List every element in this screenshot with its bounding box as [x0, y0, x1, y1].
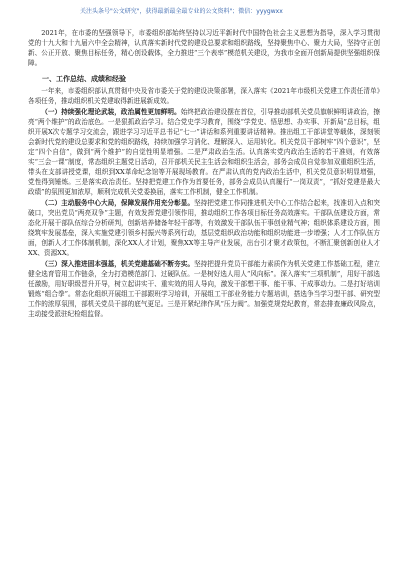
item-label-1: （一）持续强化理论武装，政治属性更加鲜明。: [41, 108, 181, 116]
item-paragraph-2: [28, 198, 380, 258]
intro-paragraph: 一年来，市委组织部认真贯彻中央及省市委关于党的建设决策部署，深入落实《2021年市级机关党建工作责任清单》各项任务，推动组织机关党建取得新进展新成效。: [28, 87, 380, 105]
item-paragraph-1: [28, 107, 380, 197]
item-label-2: （二）主动服务中心大局，保障发展作用充分彰显。: [41, 199, 195, 207]
top-banner: 关注头条号"公文研究"，获得最新最全最专业的公文资料"；微信：yyygwxx: [80, 8, 283, 15]
section-title: 一、工作总结、成绩和经验: [42, 75, 126, 83]
item-paragraph-3: [28, 259, 380, 319]
item-text-3: 坚持把提升党员干部能力素质作为机关党建工作基础工程，建立健全选育管用工作链条，全力打造模范部门、过硬队伍。一是树好选人用人“风向标”。深入落实“三项机制”，用好干部选任激励，用好职级晋升开导，树立起讲实干、重实效的用人导向，激发干部想干事、能干事、干成事动力。二是打好培训锻炼“组合拳”。常态化组织开展组工干部跟班学习培训，开展组工干部业务能力专题培训，搭选争当学习型干部、研究型工作的浓厚氛围，部机关党员干部的底气更足。三是开紧纪律作风“压力阀”。加强党规党纪教育，常态排查廉政风险点，主动接受派驻纪检组监督。: [28, 260, 381, 318]
item-text-2: 坚持把党建工作同推进机关中心工作结合起来，找准切入点和突破口，突出党员“两亮双争”主题，有效发挥党建引领作用，推动组织工作各项目标任务高效落实。干部队伍建设方面，常态化开展干部队伍综合分析研判，创新培养储备年轻干部等，有效激发干部队伍干事创业精气神；组织体系建设方面，围绕筑牢发展基垒，深入实施党建引领乡村振兴等系列行动，基层党组织政治功能和组织功能进一步增强；人才工作队伍方面，创新人才工作体制机制，深化XX人才计划，聚焦XX等主导产业发展，出台引才聚才政策包，不断汇聚创新创业人才XX、资源XX。: [28, 199, 381, 257]
opening-paragraph: 2021年，在市委的坚强领导下，市委组织部始终坚持以习近平新时代中国特色社会主义思想为指导，深入学习贯彻党的十九大和十九届六中全会精神，认真落实新时代党的建设总要求和组织路线，坚持聚焦中心、聚力大局，坚持守正创新、公正开放、聚焦目标任务，精心创设载体，全力推进“三个表率”模范机关建设，为我市全面开创新局提供坚强组织保障。: [28, 29, 380, 67]
document-body: [28, 28, 380, 319]
item-label-3: （三）深入推进固本强基，机关党建基础不断夯实。: [41, 260, 195, 268]
item-text-1: 始终把政治建设摆在首位，引导推动部机关党员旗帜鲜明讲政治，擦亮“两个维护”的政治底色。一是狠抓政治学习。结合党史学习教育，围绕“学党史、悟思想、办实事、开新局”总目标，组织开展X次专题学习交流会，跟进学习习近平总书记“七一”讲话和系列重要讲话精神。推出组工干部讲堂等载体，深刻领会新时代党的建设总要求和党的组织路线，持续加强学习消化、理解深入、运用转化。机关党员干部树牢“四个意识”，坚定“四个自信”，做到“两个维护”的自觉性明显增强。二是严肃政治生活。认真落实党内政治生活的若干准则，有效落实“三会一课”制度，常态组织主题党日活动，召开部机关民主生活会和组织生活会，部务会成员自觉参加双重组织生活，带头在支部讲授党课，组织到XX革命纪念馆等开展现场教育。在严肃认真的党内政治生活中，机关党员意识明显增强，党性得到锤炼。三是落实政治责任。坚持把党建工作作为首要任务，部务会成员认真履行“一岗双责”，“抓好党建是最大政绩”的氛围更加浓厚，顺利完成机关党委换届，落实工作机制，健全工作机制。: [28, 108, 380, 196]
